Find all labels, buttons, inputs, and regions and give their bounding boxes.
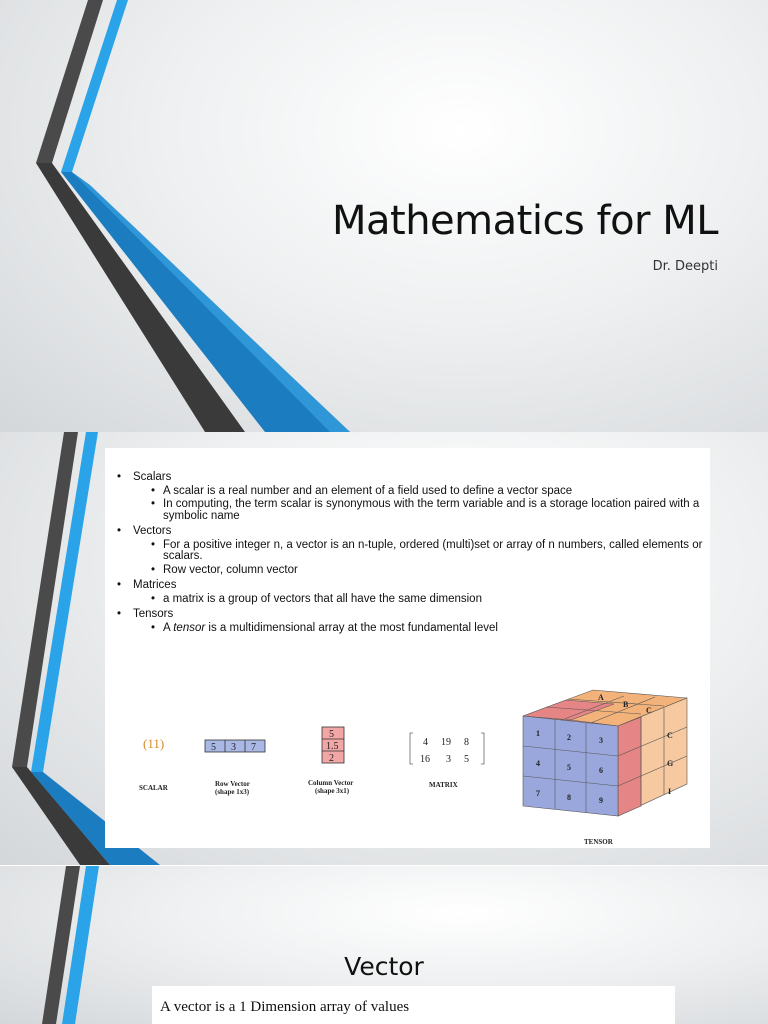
content-card bbox=[152, 986, 675, 1024]
row-vector-cell: 3 bbox=[231, 742, 236, 753]
tensor-cell: A bbox=[598, 693, 604, 702]
column-vector-shape: (shape 3x1) bbox=[315, 787, 350, 795]
slide-title: Mathematics for ML bbox=[332, 198, 718, 244]
row-vector bbox=[205, 740, 265, 753]
matrix-cell: 5 bbox=[464, 754, 469, 765]
row-vector-cell: 7 bbox=[251, 742, 256, 753]
bullet-list bbox=[113, 468, 703, 634]
tensor-cell: 1 bbox=[536, 729, 540, 738]
sub-bullet: • Row vector, column vector bbox=[113, 565, 703, 577]
bullet-matrices: • Matrices bbox=[113, 580, 703, 592]
matrix-cell: 8 bbox=[464, 737, 469, 748]
tensor-cell: I bbox=[668, 787, 672, 796]
scalar-value: (11) bbox=[143, 736, 165, 751]
column-vector-cell: 5 bbox=[329, 729, 334, 740]
bullet-scalars: • Scalars bbox=[113, 472, 703, 484]
column-vector-cell: 1.5 bbox=[326, 741, 339, 752]
row-vector-shape: (shape 1x3) bbox=[215, 788, 250, 796]
tensor-cell: B bbox=[623, 700, 629, 709]
column-vector bbox=[322, 727, 344, 764]
slide-subtitle: Dr. Deepti bbox=[652, 259, 718, 274]
bullet-vectors: • Vectors bbox=[113, 526, 703, 538]
sub-bullet: • a matrix is a group of vectors that all have the same dimension bbox=[113, 594, 703, 606]
sub-bullet: • In computing, the term scalar is synonymous with the term variable and is a storage location paired with a symbolic name bbox=[113, 499, 703, 522]
tensor-caption: TENSOR bbox=[584, 838, 613, 846]
tensor-cell: C bbox=[667, 731, 673, 740]
matrix-cell: 19 bbox=[441, 737, 451, 748]
matrix-cell: 3 bbox=[446, 754, 451, 765]
tensor-illustration bbox=[105, 688, 710, 848]
row-vector-cell: 5 bbox=[211, 742, 216, 753]
body-text: A vector is a 1 Dimension array of values bbox=[160, 999, 410, 1015]
tensor-cell: 2 bbox=[567, 733, 571, 742]
tensor-cell: G bbox=[667, 759, 674, 768]
tensor-cell: 6 bbox=[599, 766, 603, 775]
tensor-cell: C bbox=[646, 706, 652, 715]
tensor-cell: 4 bbox=[536, 759, 540, 768]
column-vector-cell: 2 bbox=[329, 753, 334, 764]
title-slide bbox=[0, 0, 768, 432]
row-vector-caption: Row Vector bbox=[215, 780, 250, 788]
tensor-cube bbox=[523, 690, 687, 816]
content-card bbox=[105, 448, 710, 848]
tensor-cell: 8 bbox=[567, 793, 571, 802]
slide-title: Vector bbox=[344, 952, 424, 981]
sub-bullet-tensor: • A tensor is a multidimensional array at the most fundamental level bbox=[113, 623, 703, 635]
sub-bullet: • For a positive integer n, a vector is an n-tuple, ordered (multi)set or array of n numbers, called elements or scalars. bbox=[113, 540, 703, 563]
tensor-cell: 5 bbox=[567, 763, 571, 772]
tensor-cell: 7 bbox=[536, 789, 540, 798]
matrix-cell: 4 bbox=[423, 737, 428, 748]
tensor-cell: 9 bbox=[599, 796, 603, 805]
stripe-dark-bottom bbox=[36, 163, 245, 432]
tensor-cell: 3 bbox=[599, 736, 603, 745]
column-vector-caption: Column Vector bbox=[308, 779, 354, 787]
content-slide bbox=[0, 432, 768, 865]
vector-slide bbox=[0, 866, 768, 1024]
bullet-tensors: • Tensors bbox=[113, 609, 703, 621]
sub-bullet: • A scalar is a real number and an element of a field used to define a vector space bbox=[113, 486, 703, 498]
matrix bbox=[410, 733, 484, 765]
matrix-cell: 16 bbox=[420, 754, 430, 765]
matrix-caption: MATRIX bbox=[429, 781, 458, 789]
scalar-caption: SCALAR bbox=[139, 784, 168, 792]
